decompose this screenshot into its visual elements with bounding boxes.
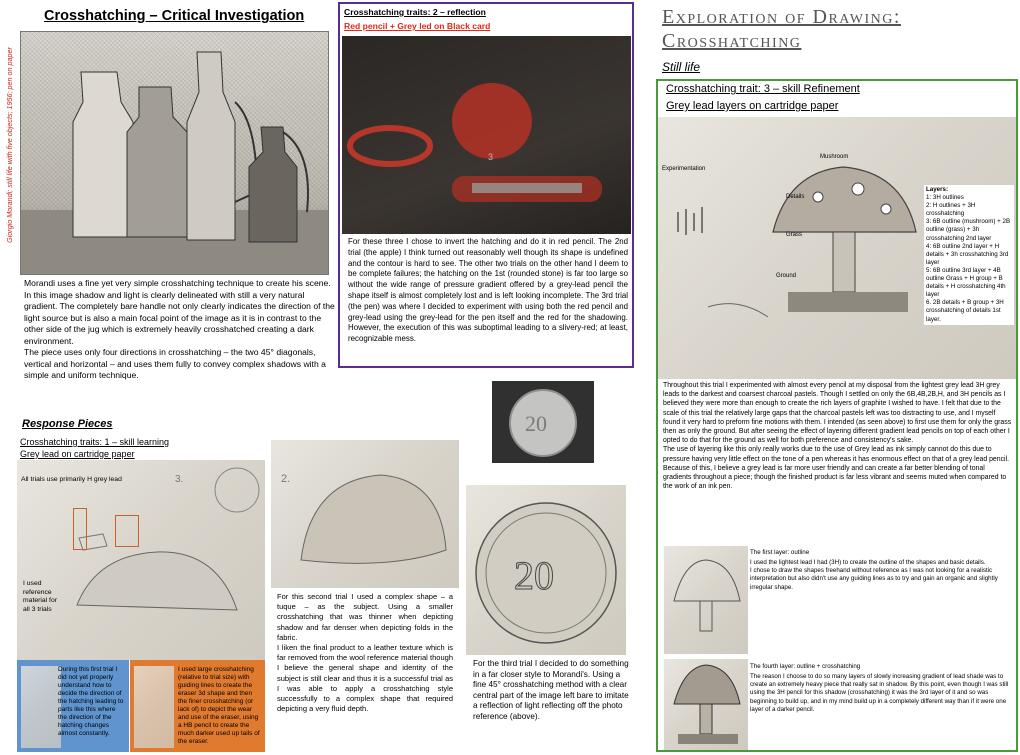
trait1-subtitle: Grey lead on cartridge paper (20, 449, 135, 459)
layer1-text: I used the lightest lead I had (3H) to create the outline of the shapes and basic details. I chose to draw the shapes freehand without reference as I was not looking for a realistic interpretation but also didn't use any guiding lines as to try and gain an organic and slightly irregular shape. (750, 559, 998, 591)
morandi-caption: Giorgio Morandi; still life with five objects; 1956; pen on paper (5, 47, 14, 243)
svg-text:3: 3 (488, 152, 494, 162)
layer-item: 4: 6B outline 2nd layer + H details + 3h crosshatching 3rd layer (926, 242, 1009, 266)
all-trials-note: All trials use primarily H grey lead (21, 476, 122, 483)
trait2-box (338, 2, 634, 368)
tuque-sketch-image (271, 440, 459, 588)
reference-note: I used reference material for all 3 trials (23, 580, 57, 613)
note-orange-text: I used large crosshatching (relative to trial size) with guiding lines to create the eraser 3d shape and then the finer crosshatching (or lack of) to depict the wear and use of the eraser, using a HB pencil to create the much darker used up tails of the eraser. (178, 666, 260, 745)
coin-photo-image (492, 381, 594, 463)
mushroom-outline-image (664, 546, 748, 654)
still-life-subtitle: Still life (662, 60, 701, 74)
layer4-title: The fourth layer: outline + crosshatching (750, 663, 861, 670)
left-body (24, 278, 339, 382)
trial3-coin-sketch (466, 485, 626, 655)
trial1-highlight-box-2 (115, 515, 139, 547)
sketch-label-ground: Ground (776, 273, 797, 279)
trial2-text-2: I liken the final product to a leather texture which is far removed from the wool reference material though I believe the general shape and identity of the subject is still clear and thus it is a successful trial as I was able to apply a crosshatching style successfully to a complex shape that required depicting a very fluid depth. (277, 643, 453, 714)
left-body-paragraph-1: Morandi uses a fine yet very simple crosshatching technique to create his scene. In this image shadow and light is clearly delineated with still a very natural gradient. The completely bare handle not only clearly indicates the direction of the light source but is also a main focal point of the image as it is in contrast to the other side of the jug which is extremely heavily crosshatched creating a dark environment. (24, 278, 335, 346)
note-orange-box (130, 660, 265, 752)
trial1-highlight-box-1 (73, 508, 87, 550)
layer-item: 2: H outlines + 3H crosshatching (926, 202, 976, 218)
response-heading: Response Pieces (22, 418, 113, 430)
trait1-title: Crosshatching traits: 1 – skill learning (20, 437, 170, 447)
note-blue-text: During this first trial I did not yet properly understand how to decide the direction of the hatching leading to parts like this where the direction of the hatching changes almost constantly. (58, 666, 124, 737)
trial3-text: For the third trial I decided to do something in a far closer style to Morandi's. Using a fine 45° crosshatching method with a clear central part of the image left bare to imitate a reflection of light reflecting off the photo reference (above). (473, 659, 629, 721)
layer1-title: The first layer: outline (750, 549, 810, 556)
trial2-text (277, 592, 453, 714)
trait2-title: Crosshatching traits: 2 – reflection (344, 7, 486, 17)
sketch-label-mushroom: Mushroom (820, 154, 849, 160)
trait2-body: For these three I chose to invert the hatching and do it in red pencil. The 2nd trial (the apple) I think turned out reasonably well though its shape is undefined and the contour is hard to see. The other two trials on the other hand I deem to be complete failures; the hatching on the 1st (rounded stone) is far too large so without the wide range of pressure gradient offered by a grey-lead pencil the shape itself is almost completely lost and is left looking incomplete. The 3rd trial (the pen) was where I decided to experiment with using both the red pencil and grey-lead using the grey-lead for the pen itself and the red for the shadowing. However, the execution of this was suboptimal leading to a slivery-red; at least, recognizable mess. (348, 237, 628, 344)
svg-text:2.: 2. (281, 473, 291, 485)
trial2-tuque-sketch (271, 440, 459, 588)
page-title-line1: Exploration of Drawing: (662, 6, 901, 28)
sketch-label-details: Details (786, 194, 805, 200)
layer-item: 6. 2B details + B group + 3H crosshatching of details 1st layer. (926, 299, 1004, 323)
layers-legend (924, 185, 1014, 325)
trait3-body (663, 381, 1013, 491)
trait3-title: Crosshatching trait: 3 – skill Refinement (666, 83, 860, 95)
layer-item: 1: 3H outlines (926, 194, 964, 202)
layer-item: 5: 6B outline 3rd layer + 4B outline Grass + H group + B details + H crosshatching 4th layer (926, 266, 1006, 299)
mushroom-sketch (658, 117, 1016, 379)
left-title: Crosshatching – Critical Investigation (44, 8, 305, 24)
trait2-subtitle: Red pencil + Grey led on Black card (344, 21, 491, 31)
sketch-label-experimentation: Experimentation (662, 166, 706, 172)
eraser-crop-image (21, 666, 61, 748)
trait3-subtitle: Grey lead layers on cartridge paper (666, 100, 839, 112)
coin-photo (492, 381, 594, 463)
eraser-crop-image-2 (134, 666, 174, 748)
mushroom-layered-image (664, 659, 748, 750)
layer-item: 3: 6B outline (mushroom) + 2B outline (grass) + 3h crosshatching 2nd layer (926, 218, 1011, 242)
red-pencil-trials-image (342, 36, 631, 234)
page-title-line2: Crosshatching (662, 30, 802, 52)
sketch-label-grass: Grass (786, 232, 803, 238)
trait3-body-1: Throughout this trial I experimented with almost every pencil at my disposal from the lightest grey lead 3H grey leads to the darkest and coarsest charcoal pastels. Though I settled on only the 6B,4B,2B,H, and 3H pencils as I believed they were more than enough to create the rich layers of graphite I wished to have. I felt that due to the scale of this trial the relatively large gaps that the charcoal pastels left was too distracting to use, and I myself found it very hard to preform fine motions with them. I intended (as seen above) to first use them for only the grass then as only the ground. But after seeing the effect of layering different gradient lead pencils on top of each other I opted to do that for the ground as well for both preference and consistency's sake. (663, 382, 1012, 445)
layer4-text: The reason I choose to do so many layers of slowly increasing gradient of lead shade was to create an extremely heavy piece that really sat in shadow. By this point, even though I was still using the 3H pencil for this shadow (crosshatching) it was the 3rd layer of it and so was beginning to build up, and in my mind build up in a completely different way than if it were one layer of a darker pencil. (750, 673, 1009, 713)
svg-text:20: 20 (514, 553, 554, 598)
trial1-sketch-image (17, 460, 265, 660)
trait3-box (656, 79, 1018, 752)
coin-sketch-image (466, 485, 626, 655)
trait3-body-2: The use of layering like this only really works due to the use of Grey lead as ink simply cannot do this due to pressure having very little effect on the tone of a pen whereas it has enormous effect on that of a grey lead pencil. Because of this, I believe a grey lead is far more user friendly and can create a far better blending of tonal gradients throughout a piece; though the finished product is far less vibrant and seems muted when compared to the work of an ink pen. (663, 446, 1010, 491)
layer1-sketch (664, 546, 748, 654)
red-pencil-sketch-image (342, 36, 631, 234)
jug-etching-image (21, 32, 328, 274)
layers-heading: Layers: (926, 186, 949, 193)
left-body-paragraph-2: The piece uses only four directions in crosshatching – the two 45° diagonals, vertical and horizontal – and uses them fully to convey complex shadows with a simple and uniform technique. (24, 347, 326, 380)
svg-text:20: 20 (525, 411, 547, 436)
svg-text:3.: 3. (175, 474, 184, 485)
layer4-sketch (664, 659, 748, 750)
morandi-etching-image (20, 31, 329, 275)
trial2-text-1: For this second trial I used a complex shape – a tuque – as the subject. Using a smaller crosshatching that was thinner when depicting shadow and far denser when depicting folds in the fabric. (277, 592, 453, 642)
eraser-sketch-image (17, 460, 265, 660)
note-blue-box (17, 660, 129, 752)
